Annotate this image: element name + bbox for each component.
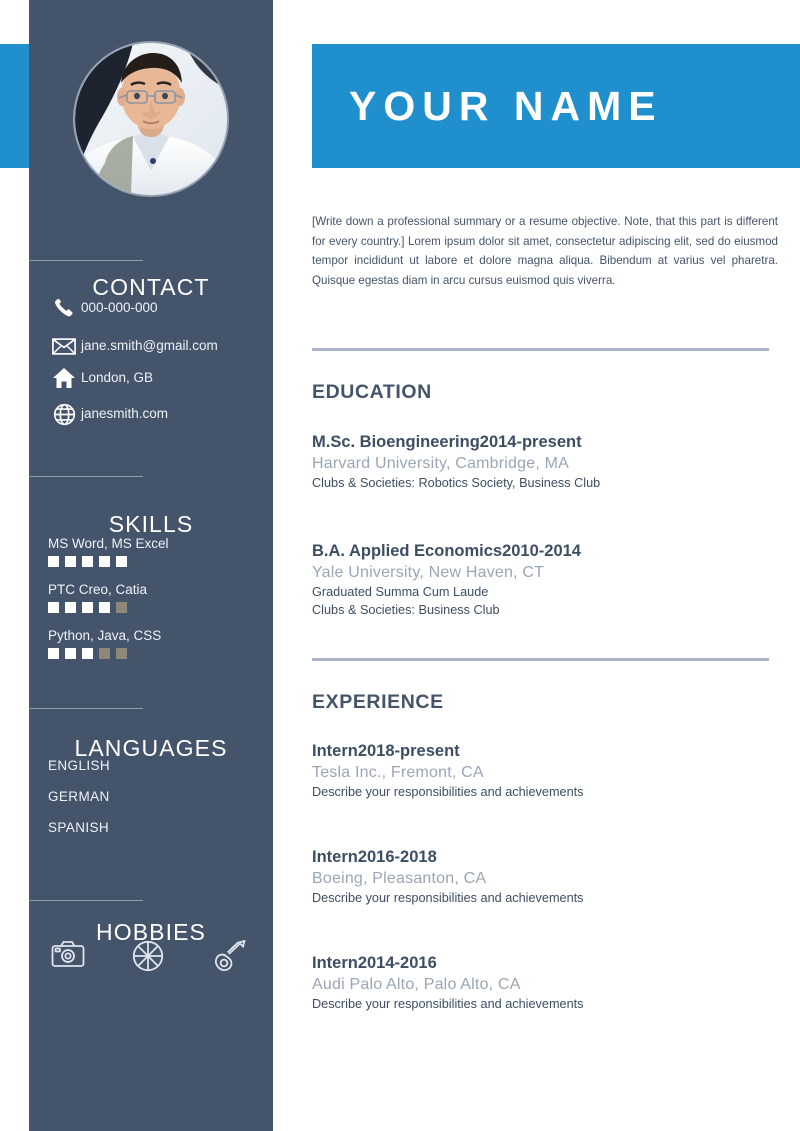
section-divider [312,348,769,351]
skills-list [29,536,273,674]
hobbies-list [29,940,273,974]
skill-item [29,536,273,567]
skill-item [29,582,273,613]
entry-detail: Clubs & Societies: Robotics Society, Business Club [312,476,601,490]
skills-heading: SKILLS [108,511,194,537]
skill-rating [48,556,263,567]
home-icon [47,366,81,390]
education-entry [312,432,782,492]
hobbies-heading: HOBBIES [96,919,206,945]
sidebar [29,0,273,1131]
skill-rating [48,602,263,613]
contact-heading: CONTACT [92,274,210,300]
contact-item-website[interactable] [29,402,273,432]
globe-icon [47,402,81,426]
skill-item [29,628,273,659]
name-banner [312,44,800,168]
guitar-icon [213,940,247,974]
experience-heading: EXPERIENCE [312,691,444,713]
contact-value-phone: 000-000-000 [81,300,158,315]
profile-photo [75,43,227,195]
contact-value-email: jane.smith@gmail.com [81,338,218,353]
entry-subtitle: Yale University, New Haven, CT [312,564,545,581]
rating-pip [99,648,110,659]
left-accent-strip [0,44,29,168]
contact-item-location[interactable] [29,366,273,396]
main-column [273,0,800,1131]
entry-detail: Describe your responsibilities and achievements [312,785,584,799]
section-divider [312,658,769,661]
entry-title: B.A. Applied Economics2010-2014 [312,542,581,560]
skill-label: PTC Creo, Catia [48,582,148,597]
entry-subtitle: Boeing, Pleasanton, CA [312,870,487,887]
language-item: GERMAN [48,789,110,804]
basketball-icon [132,940,166,974]
rating-pip [82,556,93,567]
rating-pip [116,602,127,613]
sidebar-divider [29,708,143,709]
skill-label: MS Word, MS Excel [48,536,169,551]
avatar [75,43,227,195]
page-title: YOUR NAME [349,82,663,129]
rating-pip [82,602,93,613]
contact-value-location: London, GB [81,370,154,385]
rating-pip [99,556,110,567]
entry-detail: Clubs & Societies: Business Club [312,603,500,617]
rating-pip [48,602,59,613]
education-entry [312,541,782,619]
languages-list [29,758,273,851]
rating-pip [48,556,59,567]
contact-item-email[interactable] [29,334,273,364]
sidebar-divider [29,476,143,477]
entry-subtitle: Harvard University, Cambridge, MA [312,455,570,472]
language-item: SPANISH [48,820,110,835]
phone-icon [47,296,81,320]
skill-label: Python, Java, CSS [48,628,162,643]
entry-title: Intern2016-2018 [312,848,437,866]
entry-detail: Describe your responsibilities and achievements [312,997,584,1011]
camera-icon [51,940,85,974]
experience-entry [312,953,782,1013]
sidebar-divider [29,900,143,901]
entry-title: Intern2014-2016 [312,954,437,972]
entry-detail: Graduated Summa Cum Laude [312,585,489,599]
rating-pip [116,648,127,659]
professional-summary: [Write down a professional summary or a resume objective. Note, that this part is different for every country.] Lorem ipsum dolor sit amet, consectetur adipiscing elit, sed do eiusmod tempor incididunt ut labore et dolore magna aliqua. Bibendum at varius vel pharetra. Quisque egestas diam in arcu cursus euismod quis viverra. [312,215,778,287]
entry-subtitle: Audi Palo Alto, Palo Alto, CA [312,976,521,993]
entry-title: M.Sc. Bioengineering2014-present [312,433,582,451]
rating-pip [116,556,127,567]
education-heading: EDUCATION [312,381,432,403]
contact-value-website: janesmith.com [81,406,169,421]
contact-list [29,296,273,436]
rating-pip [65,556,76,567]
experience-entry [312,741,782,801]
rating-pip [99,602,110,613]
skill-rating [48,648,263,659]
envelope-icon [47,334,81,358]
language-item: ENGLISH [48,758,111,773]
sidebar-divider [29,260,143,261]
rating-pip [65,602,76,613]
entry-detail: Describe your responsibilities and achievements [312,891,584,905]
experience-entry [312,847,782,907]
languages-heading: LANGUAGES [74,735,228,761]
rating-pip [65,648,76,659]
rating-pip [48,648,59,659]
rating-pip [82,648,93,659]
entry-subtitle: Tesla Inc., Fremont, CA [312,764,484,781]
contact-item-phone[interactable] [29,296,273,326]
entry-title: Intern2018-present [312,742,460,760]
